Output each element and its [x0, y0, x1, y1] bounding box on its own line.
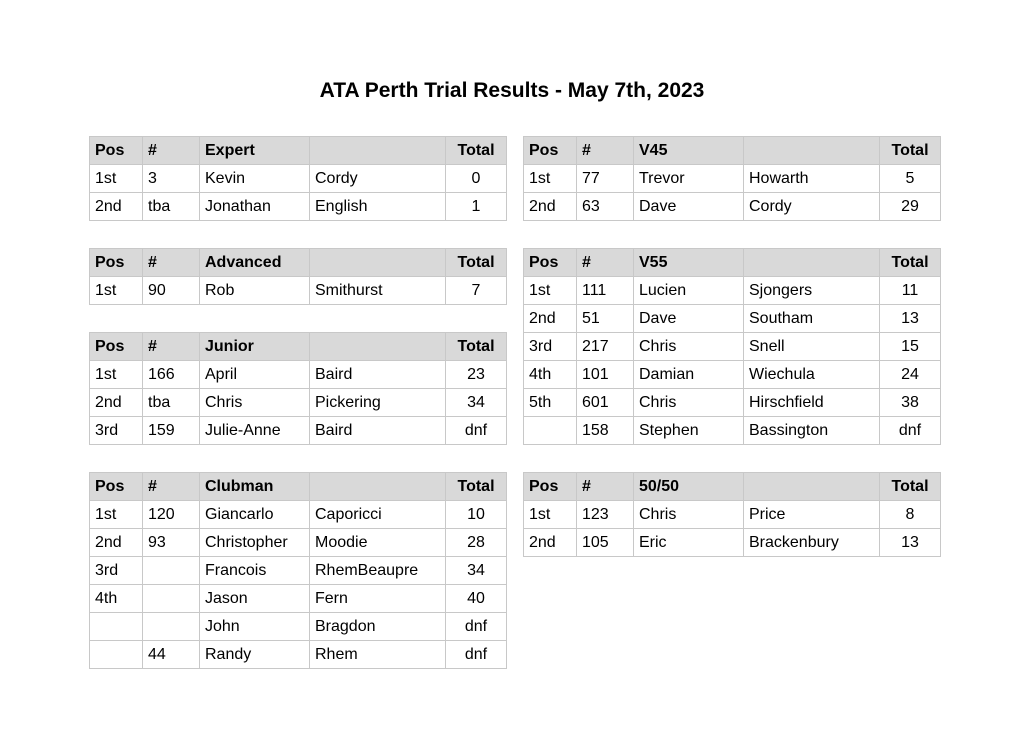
cell-num: 123: [577, 501, 634, 529]
table-row: [524, 277, 941, 305]
cell-last: Cordy: [744, 193, 880, 221]
cell-total: 1: [446, 193, 507, 221]
header-num: #: [143, 333, 200, 361]
cell-first: Chris: [634, 333, 744, 361]
cell-pos: 4th: [524, 361, 577, 389]
cell-first: John: [200, 613, 310, 641]
table-header-row: [90, 333, 507, 361]
cell-last: Wiechula: [744, 361, 880, 389]
header-class: Advanced: [200, 249, 310, 277]
cell-num: tba: [143, 389, 200, 417]
cell-num: 63: [577, 193, 634, 221]
cell-total: 23: [446, 361, 507, 389]
cell-num: 77: [577, 165, 634, 193]
cell-last: Rhem: [310, 641, 446, 669]
cell-num: 44: [143, 641, 200, 669]
cell-last: Smithurst: [310, 277, 446, 305]
cell-last: English: [310, 193, 446, 221]
cell-last: Pickering: [310, 389, 446, 417]
header-blank: [744, 473, 880, 501]
cell-last: Caporicci: [310, 501, 446, 529]
cell-first: Dave: [634, 305, 744, 333]
header-blank: [310, 137, 446, 165]
table-row: [90, 529, 507, 557]
header-total: Total: [880, 137, 941, 165]
cell-pos: 4th: [90, 585, 143, 613]
cell-first: Giancarlo: [200, 501, 310, 529]
table-row: [524, 193, 941, 221]
cell-num: 101: [577, 361, 634, 389]
cell-num: [143, 557, 200, 585]
cell-num: 120: [143, 501, 200, 529]
cell-last: Baird: [310, 361, 446, 389]
table-row: [524, 361, 941, 389]
cell-total: 13: [880, 529, 941, 557]
header-total: Total: [446, 137, 507, 165]
header-total: Total: [446, 333, 507, 361]
cell-total: 8: [880, 501, 941, 529]
cell-last: Cordy: [310, 165, 446, 193]
cell-num: 158: [577, 417, 634, 445]
clubman-results-table: [89, 472, 507, 669]
cell-pos: 2nd: [524, 529, 577, 557]
cell-pos: 2nd: [90, 193, 143, 221]
header-blank: [310, 473, 446, 501]
table-row: [90, 557, 507, 585]
cell-total: 24: [880, 361, 941, 389]
cell-pos: 1st: [90, 361, 143, 389]
header-class: Expert: [200, 137, 310, 165]
cell-pos: 1st: [90, 165, 143, 193]
cell-pos: 2nd: [524, 305, 577, 333]
cell-pos: 2nd: [90, 529, 143, 557]
cell-pos: 3rd: [90, 557, 143, 585]
header-class: V55: [634, 249, 744, 277]
header-blank: [744, 137, 880, 165]
cell-total: 34: [446, 557, 507, 585]
header-total: Total: [880, 473, 941, 501]
cell-first: Stephen: [634, 417, 744, 445]
cell-last: Howarth: [744, 165, 880, 193]
table-header-row: [90, 473, 507, 501]
cell-first: Trevor: [634, 165, 744, 193]
table-row: [524, 333, 941, 361]
table-row: [90, 165, 507, 193]
cell-first: Jonathan: [200, 193, 310, 221]
v55-results-table: [523, 248, 941, 445]
cell-pos: 1st: [90, 501, 143, 529]
cell-pos: 3rd: [524, 333, 577, 361]
cell-total: 38: [880, 389, 941, 417]
header-pos: Pos: [90, 249, 143, 277]
cell-pos: 2nd: [524, 193, 577, 221]
cell-num: [143, 585, 200, 613]
table-row: [90, 613, 507, 641]
table-header-row: [90, 137, 507, 165]
header-pos: Pos: [90, 333, 143, 361]
table-row: [524, 389, 941, 417]
cell-total: 5: [880, 165, 941, 193]
cell-pos: [524, 417, 577, 445]
cell-first: April: [200, 361, 310, 389]
header-blank: [310, 333, 446, 361]
cell-last: Brackenbury: [744, 529, 880, 557]
header-num: #: [577, 249, 634, 277]
cell-num: 601: [577, 389, 634, 417]
cell-pos: [90, 641, 143, 669]
table-row: [524, 529, 941, 557]
table-row: [90, 361, 507, 389]
cell-total: 0: [446, 165, 507, 193]
header-total: Total: [880, 249, 941, 277]
header-pos: Pos: [90, 137, 143, 165]
table-header-row: [90, 249, 507, 277]
cell-num: 217: [577, 333, 634, 361]
cell-first: Jason: [200, 585, 310, 613]
cell-num: tba: [143, 193, 200, 221]
cell-last: Baird: [310, 417, 446, 445]
advanced-results-table: [89, 248, 507, 305]
cell-first: Lucien: [634, 277, 744, 305]
header-num: #: [143, 137, 200, 165]
table-header-row: [524, 473, 941, 501]
cell-pos: 1st: [90, 277, 143, 305]
header-pos: Pos: [524, 249, 577, 277]
cell-total: 40: [446, 585, 507, 613]
cell-total: 15: [880, 333, 941, 361]
header-class: 50/50: [634, 473, 744, 501]
cell-num: 93: [143, 529, 200, 557]
cell-first: Kevin: [200, 165, 310, 193]
cell-num: 166: [143, 361, 200, 389]
cell-first: Chris: [634, 501, 744, 529]
v45-results-table: [523, 136, 941, 221]
cell-first: Rob: [200, 277, 310, 305]
cell-last: RhemBeaupre: [310, 557, 446, 585]
table-row: [524, 501, 941, 529]
cell-first: Julie-Anne: [200, 417, 310, 445]
junior-results-table: [89, 332, 507, 445]
cell-last: Southam: [744, 305, 880, 333]
header-class: Junior: [200, 333, 310, 361]
cell-total: dnf: [880, 417, 941, 445]
cell-total: 34: [446, 389, 507, 417]
fiftyfifty-results-table: [523, 472, 941, 557]
cell-first: Dave: [634, 193, 744, 221]
cell-total: 10: [446, 501, 507, 529]
cell-last: Bragdon: [310, 613, 446, 641]
table-header-row: [524, 249, 941, 277]
cell-first: Chris: [634, 389, 744, 417]
cell-last: Snell: [744, 333, 880, 361]
cell-pos: 1st: [524, 165, 577, 193]
document-title: ATA Perth Trial Results - May 7th, 2023: [319, 79, 705, 102]
table-row: [90, 389, 507, 417]
header-total: Total: [446, 473, 507, 501]
cell-num: 105: [577, 529, 634, 557]
cell-total: 13: [880, 305, 941, 333]
cell-total: dnf: [446, 417, 507, 445]
cell-num: 111: [577, 277, 634, 305]
cell-num: 51: [577, 305, 634, 333]
cell-num: [143, 613, 200, 641]
cell-first: Eric: [634, 529, 744, 557]
cell-last: Hirschfield: [744, 389, 880, 417]
cell-first: Randy: [200, 641, 310, 669]
cell-pos: 1st: [524, 277, 577, 305]
header-blank: [310, 249, 446, 277]
table-row: [90, 193, 507, 221]
cell-first: Francois: [200, 557, 310, 585]
cell-num: 3: [143, 165, 200, 193]
header-num: #: [577, 473, 634, 501]
cell-last: Sjongers: [744, 277, 880, 305]
cell-first: Christopher: [200, 529, 310, 557]
cell-num: 159: [143, 417, 200, 445]
table-row: [90, 501, 507, 529]
cell-total: dnf: [446, 613, 507, 641]
cell-total: 11: [880, 277, 941, 305]
header-pos: Pos: [524, 473, 577, 501]
table-row: [90, 417, 507, 445]
header-num: #: [577, 137, 634, 165]
cell-pos: [90, 613, 143, 641]
cell-total: 28: [446, 529, 507, 557]
cell-first: Damian: [634, 361, 744, 389]
expert-results-table: [89, 136, 507, 221]
header-num: #: [143, 249, 200, 277]
cell-pos: 2nd: [90, 389, 143, 417]
header-total: Total: [446, 249, 507, 277]
cell-last: Moodie: [310, 529, 446, 557]
cell-first: Chris: [200, 389, 310, 417]
cell-num: 90: [143, 277, 200, 305]
cell-last: Bassington: [744, 417, 880, 445]
header-pos: Pos: [524, 137, 577, 165]
header-pos: Pos: [90, 473, 143, 501]
table-row: [524, 305, 941, 333]
cell-total: 29: [880, 193, 941, 221]
cell-pos: 3rd: [90, 417, 143, 445]
table-row: [90, 277, 507, 305]
cell-total: dnf: [446, 641, 507, 669]
table-row: [90, 585, 507, 613]
cell-pos: 5th: [524, 389, 577, 417]
cell-pos: 1st: [524, 501, 577, 529]
header-num: #: [143, 473, 200, 501]
table-row: [90, 641, 507, 669]
cell-last: Fern: [310, 585, 446, 613]
table-row: [524, 417, 941, 445]
header-blank: [744, 249, 880, 277]
table-row: [524, 165, 941, 193]
header-class: V45: [634, 137, 744, 165]
table-header-row: [524, 137, 941, 165]
header-class: Clubman: [200, 473, 310, 501]
cell-last: Price: [744, 501, 880, 529]
cell-total: 7: [446, 277, 507, 305]
